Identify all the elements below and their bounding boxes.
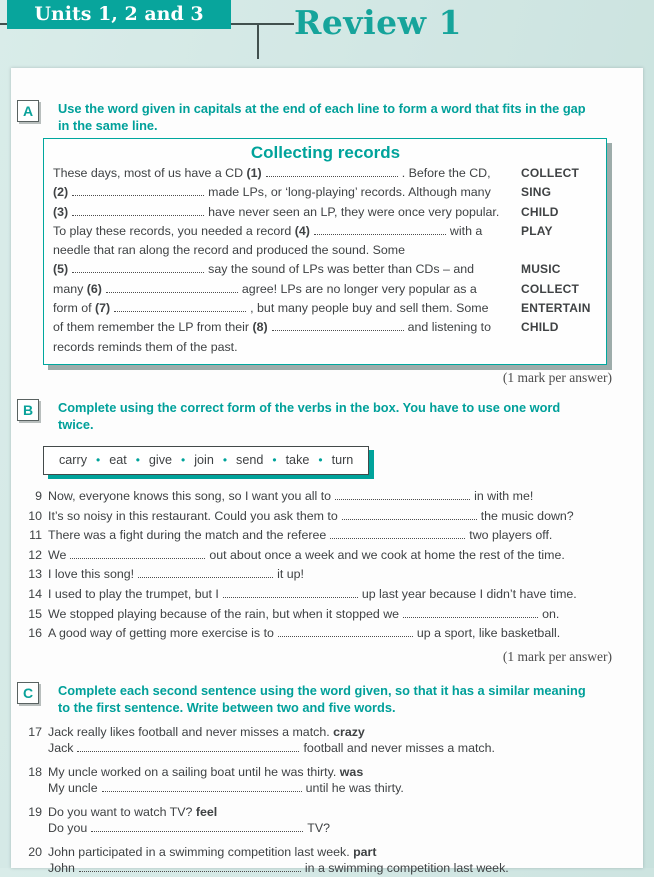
text-segment: until he was thirty. xyxy=(305,781,404,796)
marks-note-b: (1 mark per answer) xyxy=(502,648,612,664)
section-c-instruction: Complete each second sentence using the word given, so that it has a similar meaning to the first sentence. Write between two and five words. xyxy=(58,682,586,715)
text-segment: John participated in a swimming competition last week. xyxy=(48,844,354,859)
reading-line-text xyxy=(53,318,521,337)
reading-line xyxy=(53,222,598,241)
marks-note-a: (1 mark per answer) xyxy=(502,369,612,385)
answer-gap xyxy=(70,547,205,559)
bullet-separator: • xyxy=(318,452,323,467)
bold-text: (7) xyxy=(95,301,111,316)
text-segment: A good way of getting more exercise is to xyxy=(48,626,274,641)
text-segment: John xyxy=(48,861,75,876)
text-segment: and listening to xyxy=(407,320,491,335)
answer-gap xyxy=(106,281,238,293)
section-c-items xyxy=(11,724,618,877)
item-number: 13 xyxy=(28,567,42,582)
bold-text: (3) xyxy=(53,204,69,219)
item-text xyxy=(48,526,618,546)
item-text xyxy=(48,487,618,507)
bold-text: (4) xyxy=(294,223,310,238)
item-number: 9 xyxy=(35,488,42,503)
reading-line-text xyxy=(53,164,521,183)
section-b-items xyxy=(11,487,618,644)
item-number: 12 xyxy=(28,547,42,562)
answer-gap xyxy=(114,300,246,312)
rewrite-item-lines xyxy=(48,804,618,837)
page-title: Review 1 xyxy=(294,3,462,42)
text-segment: up a sport, like basketball. xyxy=(416,626,561,641)
prompt-word: ENTERTAIN xyxy=(521,301,591,316)
text-segment: Jack really likes football and never misses a match. xyxy=(48,724,334,739)
reading-line-text xyxy=(53,241,521,260)
prompt-word: PLAY xyxy=(521,223,553,238)
answer-gap xyxy=(72,261,204,273)
units-tab xyxy=(7,0,231,29)
exercise-item xyxy=(26,585,618,605)
text-segment: agree! LPs are no longer very popular as a xyxy=(241,281,477,296)
worksheet-card xyxy=(11,68,643,876)
verb-box-word: turn xyxy=(331,452,354,467)
item-number: 14 xyxy=(28,586,42,601)
text-segment: in with me! xyxy=(474,488,534,503)
answer-gap xyxy=(72,184,204,196)
text-segment: many xyxy=(53,281,87,296)
item-number: 17 xyxy=(28,724,42,739)
section-b-instruction: Complete using the correct form of the verbs in the box. You have to use one word twice. xyxy=(58,399,561,432)
answer-gap xyxy=(314,223,446,235)
text-segment: Now, everyone knows this song, so I want you all to xyxy=(48,488,332,503)
prompt-word: CHILD xyxy=(521,320,559,335)
reading-line-text xyxy=(53,338,521,357)
verb-box-word: take xyxy=(285,452,310,467)
prompt-word xyxy=(521,241,598,260)
verb-box-word: send xyxy=(236,452,264,467)
text-segment: football and never misses a match. xyxy=(303,741,495,756)
reading-line xyxy=(53,318,598,337)
text-segment: up last year because I didn’t have time. xyxy=(361,586,577,601)
text-segment: have never seen an LP, they were once very popular. xyxy=(208,204,500,219)
exercise-item xyxy=(26,605,618,625)
section-a-instruction: Use the word given in capitals at the end of each line to form a word that fits in the gap in the same line. xyxy=(58,101,586,133)
section-c-header xyxy=(17,682,618,716)
first-sentence xyxy=(48,724,618,741)
bold-text: (8) xyxy=(252,320,268,335)
reading-line-text xyxy=(53,183,521,202)
text-segment: We xyxy=(48,547,67,562)
units-tab-label: Units 1, 2 and 3 xyxy=(34,2,204,25)
bold-text: (2) xyxy=(53,185,69,200)
first-sentence xyxy=(48,844,618,861)
first-sentence xyxy=(48,804,618,821)
first-sentence xyxy=(48,764,618,781)
reading-line-text xyxy=(53,280,521,299)
text-segment: We stopped playing because of the rain, but when it stopped we xyxy=(48,606,400,621)
reading-line xyxy=(53,299,598,318)
verb-box xyxy=(43,446,369,475)
item-text xyxy=(48,605,618,625)
prompt-word: SING xyxy=(521,185,552,200)
answer-gap xyxy=(102,780,302,792)
header-vertical-rule xyxy=(257,23,259,59)
text-segment: two players off. xyxy=(469,528,553,543)
reading-lines xyxy=(53,164,598,357)
reading-line-text xyxy=(53,299,521,318)
answer-gap xyxy=(79,860,301,872)
text-segment: Do you xyxy=(48,821,88,836)
second-sentence xyxy=(48,740,618,757)
reading-line xyxy=(53,164,598,183)
answer-gap xyxy=(266,165,398,177)
text-segment: with a xyxy=(449,223,483,238)
rewrite-item-lines xyxy=(48,724,618,757)
item-text xyxy=(48,507,618,527)
rewrite-item-lines xyxy=(48,844,618,877)
answer-gap xyxy=(335,488,470,500)
answer-gap xyxy=(342,508,477,520)
answer-gap xyxy=(330,527,465,539)
rewrite-item xyxy=(26,724,618,757)
exercise-item xyxy=(26,565,618,585)
item-text xyxy=(48,585,618,605)
text-segment: , but many people buy and sell them. Some xyxy=(250,301,489,316)
reading-line xyxy=(53,280,598,299)
text-segment: say the sound of LPs was better than CDs – and xyxy=(208,262,475,277)
section-c-badge: C xyxy=(17,682,39,704)
item-number: 10 xyxy=(28,508,42,523)
reading-line xyxy=(53,241,598,260)
text-segment: To play these records, you needed a record xyxy=(53,223,295,238)
bold-text: was xyxy=(339,764,364,779)
text-segment: . Before the CD, xyxy=(401,166,491,180)
text-segment: in a swimming competition last week. xyxy=(304,861,509,876)
text-segment: records reminds them of the past. xyxy=(53,339,238,354)
bullet-separator: • xyxy=(222,452,228,467)
exercise-item xyxy=(26,624,618,644)
item-number: 18 xyxy=(28,764,42,779)
reading-line-text xyxy=(53,260,521,279)
verb-box-word: join xyxy=(194,452,214,467)
answer-gap xyxy=(278,625,413,637)
reading-box-title: Collecting records xyxy=(250,143,401,162)
text-segment: the music down? xyxy=(480,508,574,523)
bold-text: part xyxy=(353,844,377,859)
bold-text: feel xyxy=(195,804,218,819)
bullet-separator: • xyxy=(135,452,140,467)
answer-gap xyxy=(223,586,358,598)
text-segment: made LPs, or ‘long-playing’ records. Although many xyxy=(208,185,491,200)
reading-line xyxy=(53,260,598,279)
verb-box-word: carry xyxy=(59,452,87,467)
reading-line-text xyxy=(53,222,521,241)
prompt-word: MUSIC xyxy=(521,262,561,277)
bullet-separator: • xyxy=(272,452,277,467)
text-segment: Do you want to watch TV? xyxy=(48,804,196,819)
item-number: 20 xyxy=(28,844,42,859)
item-number: 15 xyxy=(28,606,42,621)
verb-box-word: give xyxy=(148,452,173,467)
text-segment: TV? xyxy=(307,821,330,836)
answer-gap xyxy=(72,204,204,216)
reading-line xyxy=(53,183,598,202)
rewrite-item-lines xyxy=(48,764,618,797)
item-text xyxy=(48,624,618,644)
exercise-item xyxy=(26,546,618,566)
reading-line xyxy=(53,203,598,222)
text-segment: on. xyxy=(542,606,560,621)
exercise-item xyxy=(26,526,618,546)
bullet-separator: • xyxy=(181,452,186,467)
exercise-item xyxy=(26,487,618,507)
text-segment: I love this song! xyxy=(48,567,135,582)
prompt-word: COLLECT xyxy=(521,281,580,296)
text-segment: it up! xyxy=(277,567,304,582)
reading-line xyxy=(53,338,598,357)
second-sentence xyxy=(48,860,618,877)
item-number: 19 xyxy=(28,804,42,819)
answer-gap xyxy=(272,319,404,331)
bullet-separator: • xyxy=(96,452,101,467)
text-segment: needle that ran along the record and produced the sound. Some xyxy=(53,243,406,258)
text-segment: of them remember the LP from their xyxy=(53,320,253,335)
section-a-badge: A xyxy=(17,100,39,122)
text-segment: out about once a week and we cook at home the rest of the time. xyxy=(209,547,565,562)
second-sentence xyxy=(48,820,618,837)
answer-gap xyxy=(91,820,303,832)
text-segment: My uncle worked on a sailing boat until he was thirty. xyxy=(48,764,340,779)
text-segment: My uncle xyxy=(48,781,98,796)
text-segment: I used to play the trumpet, but I xyxy=(48,586,219,601)
reading-line-text xyxy=(53,203,521,222)
rewrite-item xyxy=(26,804,618,837)
answer-gap xyxy=(77,740,299,752)
second-sentence xyxy=(48,780,618,797)
bold-text: (5) xyxy=(53,262,69,277)
bold-text: (1) xyxy=(246,166,262,180)
text-segment: There was a fight during the match and the referee xyxy=(48,528,327,543)
rewrite-item xyxy=(26,844,618,877)
exercise-item xyxy=(26,507,618,527)
item-number: 11 xyxy=(29,528,42,543)
prompt-word: CHILD xyxy=(521,204,559,219)
item-number: 16 xyxy=(28,626,42,641)
text-segment: form of xyxy=(53,301,95,316)
section-a-header xyxy=(17,100,618,134)
answer-gap xyxy=(138,566,273,578)
bold-text: (6) xyxy=(86,281,102,296)
reading-box xyxy=(43,138,607,365)
text-segment: It’s so noisy in this restaurant. Could you ask them to xyxy=(48,508,338,523)
bold-text: crazy xyxy=(333,724,365,739)
item-text xyxy=(48,565,618,585)
rewrite-item xyxy=(26,764,618,797)
item-text xyxy=(48,546,618,566)
text-segment: Jack xyxy=(48,741,74,756)
text-segment: These days, most of us have a CD xyxy=(53,166,247,180)
verb-box-word: eat xyxy=(109,452,127,467)
prompt-word xyxy=(521,338,598,357)
section-b-badge: B xyxy=(17,399,39,421)
answer-gap xyxy=(403,606,538,618)
section-b-header xyxy=(17,399,618,433)
prompt-word: COLLECT xyxy=(521,166,580,180)
